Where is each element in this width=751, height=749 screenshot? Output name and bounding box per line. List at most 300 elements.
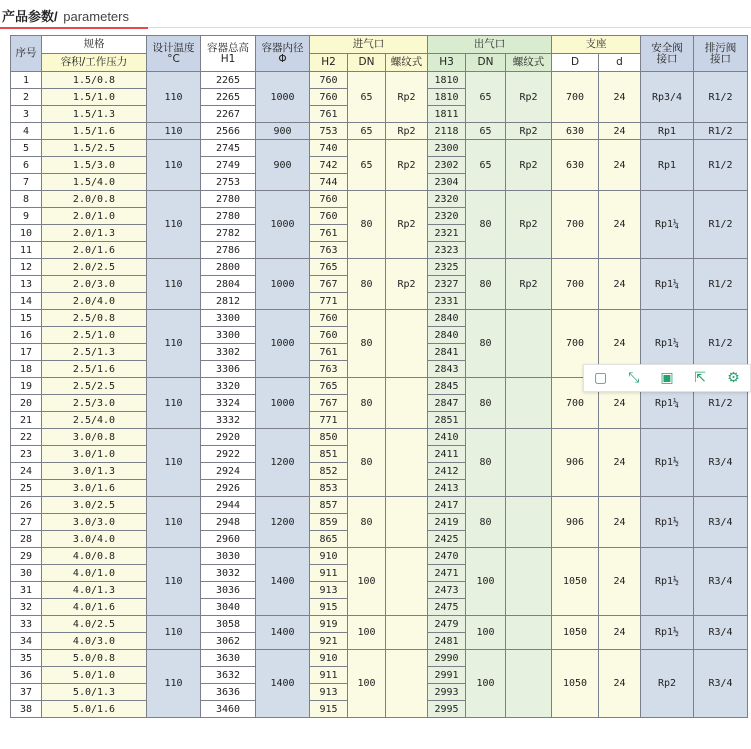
cell-height: 2804 xyxy=(201,276,256,293)
cell-safety: Rp2 xyxy=(641,650,694,718)
cell-height: 3324 xyxy=(201,395,256,412)
cell-height: 2944 xyxy=(201,497,256,514)
save-button[interactable] xyxy=(656,367,678,389)
header-accent-bar xyxy=(0,27,148,29)
cell-spec: 2.0/3.0 xyxy=(42,276,147,293)
cell-seq: 37 xyxy=(11,684,42,701)
cell-inlet-h: 760 xyxy=(310,72,348,89)
col-height-header xyxy=(201,36,256,72)
cell-height: 2800 xyxy=(201,259,256,276)
cell-temp: 110 xyxy=(147,548,201,616)
cell-spec: 4.0/1.0 xyxy=(42,565,147,582)
cell-inlet-h: 915 xyxy=(310,701,348,718)
cell-seq: 18 xyxy=(11,361,42,378)
cell-inlet-h: 865 xyxy=(310,531,348,548)
cell-inlet-h: 767 xyxy=(310,395,348,412)
cell-inlet-h: 853 xyxy=(310,480,348,497)
cell-inlet-h: 910 xyxy=(310,548,348,565)
cell-height: 2924 xyxy=(201,463,256,480)
cell-height: 2265 xyxy=(201,89,256,106)
cell-temp: 110 xyxy=(147,650,201,718)
cell-drain: R3/4 xyxy=(694,497,748,548)
table-body xyxy=(11,72,748,718)
col-diam-header xyxy=(256,36,310,72)
cell-support-d2: 24 xyxy=(599,650,641,718)
cell-inlet-thread xyxy=(386,378,428,429)
cell-diam: 1000 xyxy=(256,378,310,429)
cell-inlet-h: 910 xyxy=(310,650,348,667)
cell-drain: R3/4 xyxy=(694,429,748,497)
table-row xyxy=(11,191,748,208)
cell-safety: Rp1¼ xyxy=(641,378,694,429)
col-inlet-h-header: H2 xyxy=(310,54,348,72)
cell-support-d2: 24 xyxy=(599,140,641,191)
table-row xyxy=(11,616,748,633)
col-drain-header xyxy=(694,36,748,72)
cell-outlet-h: 2325 xyxy=(428,259,466,276)
col-outlet-h-header: H3 xyxy=(428,54,466,72)
cell-inlet-dn: 100 xyxy=(348,650,386,718)
cell-safety: Rp1 xyxy=(641,123,694,140)
cell-outlet-h: 1810 xyxy=(428,89,466,106)
cell-inlet-h: 744 xyxy=(310,174,348,191)
cell-seq: 38 xyxy=(11,701,42,718)
inlet-group-header: 进气口 xyxy=(310,36,428,54)
table-row xyxy=(11,123,748,140)
cell-inlet-thread xyxy=(386,429,428,497)
cell-height: 2780 xyxy=(201,191,256,208)
col-seq-header: 序号 xyxy=(11,36,42,72)
cell-drain: R1/2 xyxy=(694,123,748,140)
cell-temp: 110 xyxy=(147,191,201,259)
cell-diam: 1000 xyxy=(256,259,310,310)
cell-inlet-thread: Rp2 xyxy=(386,72,428,123)
cell-inlet-dn: 65 xyxy=(348,72,386,123)
col-temp-header xyxy=(147,36,201,72)
cell-spec: 4.0/0.8 xyxy=(42,548,147,565)
cell-height: 3632 xyxy=(201,667,256,684)
cell-outlet-h: 1810 xyxy=(428,72,466,89)
cell-inlet-h: 851 xyxy=(310,446,348,463)
table-row xyxy=(11,548,748,565)
cell-drain: R3/4 xyxy=(694,616,748,650)
col-inlet-thread-header: 螺纹式 xyxy=(386,54,428,72)
cell-inlet-thread: Rp2 xyxy=(386,191,428,259)
cell-outlet-h: 2991 xyxy=(428,667,466,684)
cell-inlet-h: 763 xyxy=(310,242,348,259)
col-spec-header: 规格 xyxy=(42,36,147,54)
cell-spec: 3.0/1.3 xyxy=(42,463,147,480)
cell-temp: 110 xyxy=(147,616,201,650)
cell-outlet-h: 2995 xyxy=(428,701,466,718)
cell-support-d2: 24 xyxy=(599,123,641,140)
cell-support-d1: 630 xyxy=(552,140,599,191)
cell-outlet-h: 2479 xyxy=(428,616,466,633)
cell-safety: Rp1½ xyxy=(641,429,694,497)
cell-height: 2566 xyxy=(201,123,256,140)
cell-seq: 15 xyxy=(11,310,42,327)
cell-spec: 2.5/4.0 xyxy=(42,412,147,429)
cell-seq: 16 xyxy=(11,327,42,344)
cell-temp: 110 xyxy=(147,123,201,140)
cell-outlet-h: 2320 xyxy=(428,191,466,208)
cell-outlet-dn: 100 xyxy=(466,616,506,650)
col-outlet-thread-header: 螺纹式 xyxy=(506,54,552,72)
cell-height: 2753 xyxy=(201,174,256,191)
cell-height: 2786 xyxy=(201,242,256,259)
cell-outlet-h: 2320 xyxy=(428,208,466,225)
cell-inlet-h: 761 xyxy=(310,106,348,123)
table-row xyxy=(11,429,748,446)
cell-spec: 2.5/1.3 xyxy=(42,344,147,361)
cell-spec: 5.0/1.3 xyxy=(42,684,147,701)
header-row-2 xyxy=(11,54,748,72)
cell-support-d2: 24 xyxy=(599,378,641,429)
cell-inlet-h: 760 xyxy=(310,310,348,327)
cell-diam: 900 xyxy=(256,123,310,140)
cell-safety: Rp1¼ xyxy=(641,259,694,310)
expand-icon: ⤡ xyxy=(628,370,640,386)
cell-inlet-h: 765 xyxy=(310,378,348,395)
cell-support-d1: 906 xyxy=(552,497,599,548)
cell-drain: R1/2 xyxy=(694,140,748,191)
cell-spec: 1.5/1.3 xyxy=(42,106,147,123)
cell-inlet-h: 911 xyxy=(310,667,348,684)
cell-spec: 5.0/1.0 xyxy=(42,667,147,684)
cell-temp: 110 xyxy=(147,310,201,378)
cell-outlet-h: 2843 xyxy=(428,361,466,378)
cell-inlet-dn: 100 xyxy=(348,548,386,616)
table-row xyxy=(11,72,748,89)
cell-inlet-dn: 80 xyxy=(348,310,386,378)
cell-height: 2267 xyxy=(201,106,256,123)
cell-height: 2749 xyxy=(201,157,256,174)
share-button[interactable] xyxy=(689,367,711,389)
cell-outlet-h: 2475 xyxy=(428,599,466,616)
cell-spec: 3.0/1.6 xyxy=(42,480,147,497)
cell-drain: R3/4 xyxy=(694,548,748,616)
cell-spec: 2.5/1.0 xyxy=(42,327,147,344)
cell-inlet-h: 760 xyxy=(310,327,348,344)
cell-inlet-h: 911 xyxy=(310,565,348,582)
cell-outlet-h: 2410 xyxy=(428,429,466,446)
cell-outlet-h: 2323 xyxy=(428,242,466,259)
cell-outlet-thread xyxy=(506,650,552,718)
cell-seq: 3 xyxy=(11,106,42,123)
settings-button[interactable] xyxy=(722,367,744,389)
cell-inlet-h: 765 xyxy=(310,259,348,276)
col-diam-unit: Φ xyxy=(278,52,287,65)
cell-drain: R1/2 xyxy=(694,191,748,259)
cell-height: 2780 xyxy=(201,208,256,225)
cell-spec: 1.5/2.5 xyxy=(42,140,147,157)
cell-height: 2782 xyxy=(201,225,256,242)
settings-icon: ⚙ xyxy=(727,370,740,386)
cell-height: 3302 xyxy=(201,344,256,361)
cell-height: 3320 xyxy=(201,378,256,395)
expand-button[interactable] xyxy=(623,367,645,389)
cell-inlet-thread xyxy=(386,616,428,650)
cell-inlet-h: 859 xyxy=(310,514,348,531)
cell-inlet-h: 761 xyxy=(310,344,348,361)
cell-height: 2960 xyxy=(201,531,256,548)
table-row xyxy=(11,497,748,514)
cell-outlet-h: 1811 xyxy=(428,106,466,123)
cell-spec: 1.5/0.8 xyxy=(42,72,147,89)
cell-seq: 9 xyxy=(11,208,42,225)
col-diam-label: 容器内径 xyxy=(261,41,304,54)
cell-spec: 3.0/1.0 xyxy=(42,446,147,463)
cell-seq: 24 xyxy=(11,463,42,480)
col-support-d1-header: D xyxy=(552,54,599,72)
cell-temp: 110 xyxy=(147,378,201,429)
cell-seq: 20 xyxy=(11,395,42,412)
cell-diam: 1000 xyxy=(256,310,310,378)
cell-safety: Rp1¼ xyxy=(641,191,694,259)
cell-inlet-dn: 65 xyxy=(348,123,386,140)
cell-outlet-h: 2851 xyxy=(428,412,466,429)
cell-diam: 1000 xyxy=(256,191,310,259)
col-outlet-dn-header: DN xyxy=(466,54,506,72)
floating-toolbar xyxy=(583,364,751,392)
cell-safety: Rp1 xyxy=(641,140,694,191)
cell-outlet-h: 2118 xyxy=(428,123,466,140)
cell-safety: Rp1½ xyxy=(641,548,694,616)
cell-height: 3300 xyxy=(201,327,256,344)
cell-inlet-thread xyxy=(386,650,428,718)
page-title xyxy=(2,6,129,25)
cell-diam: 1200 xyxy=(256,429,310,497)
cell-seq: 2 xyxy=(11,89,42,106)
cell-seq: 23 xyxy=(11,446,42,463)
col-safety-sub: 接口 xyxy=(656,52,678,65)
cell-support-d1: 700 xyxy=(552,191,599,259)
cell-outlet-h: 2413 xyxy=(428,480,466,497)
cell-outlet-thread xyxy=(506,497,552,548)
cell-height: 3460 xyxy=(201,701,256,718)
cell-spec: 4.0/2.5 xyxy=(42,616,147,633)
page-header xyxy=(0,0,751,32)
cell-temp: 110 xyxy=(147,140,201,191)
cell-outlet-dn: 65 xyxy=(466,72,506,123)
cell-safety: Rp1½ xyxy=(641,497,694,548)
cell-diam: 1400 xyxy=(256,548,310,616)
cell-seq: 17 xyxy=(11,344,42,361)
cell-outlet-h: 2331 xyxy=(428,293,466,310)
cell-spec: 3.0/2.5 xyxy=(42,497,147,514)
cell-seq: 22 xyxy=(11,429,42,446)
cell-spec: 4.0/1.3 xyxy=(42,582,147,599)
cell-height: 2265 xyxy=(201,72,256,89)
cell-safety: Rp1¼ xyxy=(641,310,694,378)
cell-seq: 1 xyxy=(11,72,42,89)
cell-safety: Rp1½ xyxy=(641,616,694,650)
cell-seq: 12 xyxy=(11,259,42,276)
cell-temp: 110 xyxy=(147,429,201,497)
cell-spec: 3.0/3.0 xyxy=(42,514,147,531)
cell-outlet-h: 2847 xyxy=(428,395,466,412)
col-safety-label: 安全阀 xyxy=(651,41,683,54)
cell-outlet-h: 2304 xyxy=(428,174,466,191)
cell-spec: 5.0/0.8 xyxy=(42,650,147,667)
cell-inlet-dn: 80 xyxy=(348,497,386,548)
cell-drain: R1/2 xyxy=(694,259,748,310)
cell-outlet-h: 2412 xyxy=(428,463,466,480)
cell-height: 3630 xyxy=(201,650,256,667)
cell-outlet-h: 2327 xyxy=(428,276,466,293)
cell-height: 3306 xyxy=(201,361,256,378)
outlet-group-header: 出气口 xyxy=(428,36,552,54)
cell-outlet-dn: 100 xyxy=(466,650,506,718)
cell-inlet-thread: Rp2 xyxy=(386,140,428,191)
cell-inlet-h: 767 xyxy=(310,276,348,293)
cell-spec: 2.0/1.0 xyxy=(42,208,147,225)
cell-seq: 28 xyxy=(11,531,42,548)
cell-height: 3058 xyxy=(201,616,256,633)
col-spec-sub-header: 容积/工作压力 xyxy=(42,54,147,72)
cell-temp: 110 xyxy=(147,72,201,123)
cell-outlet-dn: 80 xyxy=(466,191,506,259)
cell-spec: 1.5/3.0 xyxy=(42,157,147,174)
cell-outlet-h: 2993 xyxy=(428,684,466,701)
cell-inlet-h: 760 xyxy=(310,191,348,208)
cell-inlet-dn: 80 xyxy=(348,259,386,310)
cell-spec: 4.0/3.0 xyxy=(42,633,147,650)
cell-inlet-h: 753 xyxy=(310,123,348,140)
cell-support-d2: 24 xyxy=(599,616,641,650)
cell-inlet-thread xyxy=(386,548,428,616)
cell-height: 2812 xyxy=(201,293,256,310)
cell-inlet-h: 760 xyxy=(310,89,348,106)
table-row xyxy=(11,140,748,157)
cell-spec: 2.0/2.5 xyxy=(42,259,147,276)
cell-spec: 3.0/4.0 xyxy=(42,531,147,548)
cell-seq: 34 xyxy=(11,633,42,650)
cell-outlet-h: 2470 xyxy=(428,548,466,565)
cell-support-d1: 700 xyxy=(552,378,599,429)
col-temp-label: 设计温度 xyxy=(152,41,195,54)
cell-outlet-h: 2300 xyxy=(428,140,466,157)
cell-seq: 10 xyxy=(11,225,42,242)
cell-height: 2926 xyxy=(201,480,256,497)
cell-inlet-dn: 80 xyxy=(348,429,386,497)
cell-inlet-dn: 100 xyxy=(348,616,386,650)
cell-outlet-thread: Rp2 xyxy=(506,191,552,259)
cell-support-d2: 24 xyxy=(599,497,641,548)
cell-spec: 2.5/0.8 xyxy=(42,310,147,327)
cell-spec: 4.0/1.6 xyxy=(42,599,147,616)
col-support-d2-header: d xyxy=(599,54,641,72)
cell-seq: 27 xyxy=(11,514,42,531)
cell-outlet-thread xyxy=(506,548,552,616)
cell-spec: 3.0/0.8 xyxy=(42,429,147,446)
cell-seq: 29 xyxy=(11,548,42,565)
cell-outlet-h: 2845 xyxy=(428,378,466,395)
col-safety-header xyxy=(641,36,694,72)
cell-outlet-thread: Rp2 xyxy=(506,259,552,310)
cell-outlet-thread: Rp2 xyxy=(506,72,552,123)
cell-inlet-dn: 80 xyxy=(348,378,386,429)
col-temp-unit: °C xyxy=(167,52,180,65)
cell-diam: 1400 xyxy=(256,616,310,650)
cell-height: 3062 xyxy=(201,633,256,650)
cell-inlet-thread: Rp2 xyxy=(386,123,428,140)
cell-height: 2922 xyxy=(201,446,256,463)
cell-outlet-h: 2841 xyxy=(428,344,466,361)
cell-inlet-h: 857 xyxy=(310,497,348,514)
cell-height: 2745 xyxy=(201,140,256,157)
cell-drain: R1/2 xyxy=(694,72,748,123)
cell-outlet-dn: 100 xyxy=(466,548,506,616)
cell-inlet-h: 771 xyxy=(310,293,348,310)
cell-diam: 900 xyxy=(256,140,310,191)
cell-outlet-thread: Rp2 xyxy=(506,140,552,191)
cell-seq: 7 xyxy=(11,174,42,191)
copy-button[interactable] xyxy=(590,367,612,389)
cell-outlet-h: 2411 xyxy=(428,446,466,463)
cell-inlet-thread: Rp2 xyxy=(386,259,428,310)
cell-inlet-thread xyxy=(386,310,428,378)
cell-spec: 5.0/1.6 xyxy=(42,701,147,718)
cell-support-d1: 700 xyxy=(552,259,599,310)
cell-seq: 33 xyxy=(11,616,42,633)
cell-outlet-dn: 80 xyxy=(466,429,506,497)
cell-outlet-thread xyxy=(506,429,552,497)
cell-spec: 2.0/0.8 xyxy=(42,191,147,208)
cell-inlet-h: 740 xyxy=(310,140,348,157)
cell-temp: 110 xyxy=(147,259,201,310)
cell-spec: 2.0/1.6 xyxy=(42,242,147,259)
cell-seq: 6 xyxy=(11,157,42,174)
cell-outlet-h: 2840 xyxy=(428,327,466,344)
cell-support-d2: 24 xyxy=(599,548,641,616)
cell-safety: Rp3/4 xyxy=(641,72,694,123)
cell-inlet-h: 760 xyxy=(310,208,348,225)
cell-outlet-thread: Rp2 xyxy=(506,123,552,140)
cell-inlet-h: 852 xyxy=(310,463,348,480)
cell-outlet-thread xyxy=(506,310,552,378)
cell-seq: 4 xyxy=(11,123,42,140)
cell-inlet-dn: 65 xyxy=(348,140,386,191)
cell-outlet-dn: 80 xyxy=(466,310,506,378)
cell-spec: 2.0/1.3 xyxy=(42,225,147,242)
cell-spec: 1.5/1.0 xyxy=(42,89,147,106)
cell-inlet-thread xyxy=(386,497,428,548)
cell-support-d1: 700 xyxy=(552,310,599,378)
cell-seq: 35 xyxy=(11,650,42,667)
support-group-header: 支座 xyxy=(552,36,641,54)
cell-seq: 32 xyxy=(11,599,42,616)
cell-outlet-h: 2473 xyxy=(428,582,466,599)
table-row xyxy=(11,310,748,327)
cell-support-d1: 1050 xyxy=(552,650,599,718)
cell-outlet-thread xyxy=(506,616,552,650)
cell-outlet-dn: 65 xyxy=(466,140,506,191)
cell-inlet-h: 915 xyxy=(310,599,348,616)
cell-support-d1: 1050 xyxy=(552,548,599,616)
cell-diam: 1000 xyxy=(256,72,310,123)
cell-outlet-h: 2419 xyxy=(428,514,466,531)
cell-outlet-h: 2302 xyxy=(428,157,466,174)
save-icon: ▣ xyxy=(660,370,674,386)
col-inlet-dn-header: DN xyxy=(348,54,386,72)
cell-seq: 30 xyxy=(11,565,42,582)
cell-diam: 1400 xyxy=(256,650,310,718)
cell-height: 2948 xyxy=(201,514,256,531)
cell-seq: 14 xyxy=(11,293,42,310)
cell-height: 3636 xyxy=(201,684,256,701)
cell-seq: 8 xyxy=(11,191,42,208)
